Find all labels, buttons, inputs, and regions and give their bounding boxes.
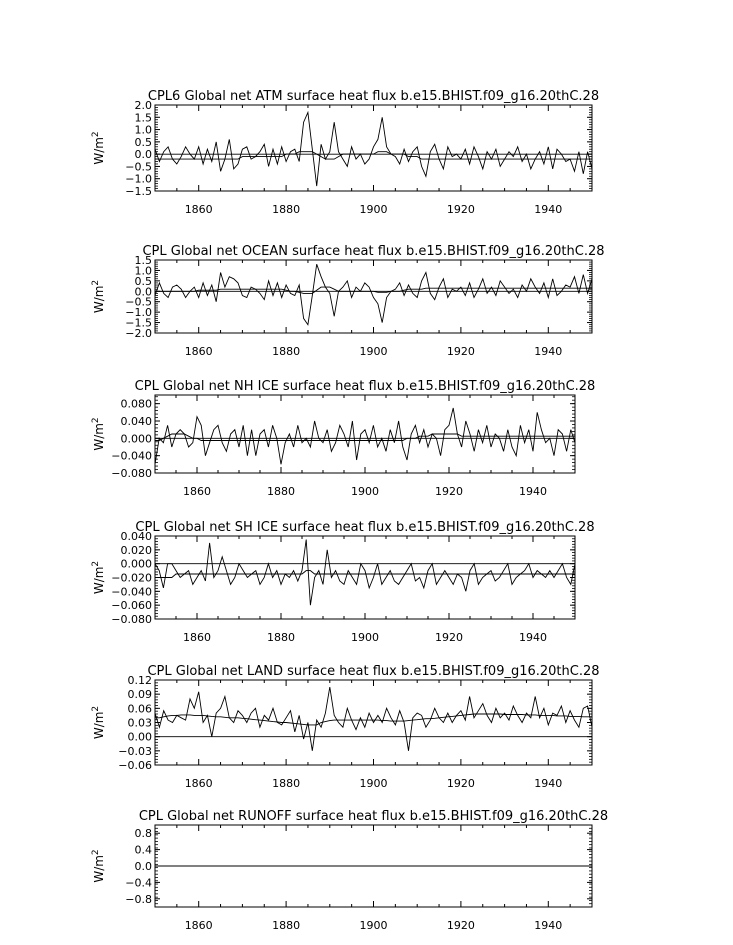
y-axis-label-exponent: 2 [91,279,101,286]
series-line-running-mean [155,434,575,441]
y-tick-label: 2.0 [134,99,152,112]
y-tick-label: 1.0 [134,264,152,278]
y-axis-label-base: W/m [92,711,106,740]
x-tick-label: 1900 [359,345,388,358]
chart-panel-6 [91,809,608,932]
chart-panel-4 [91,520,595,644]
x-tick-label: 1880 [267,631,295,644]
y-axis-label-exponent: 2 [91,417,101,424]
y-axis-label-base: W/m [92,137,106,165]
y-tick-label: −0.5 [125,160,152,174]
y-tick-label: −1.5 [125,185,152,198]
y-tick-label: 0.4 [134,843,152,857]
x-tick-label: 1860 [184,345,213,358]
series-line-annual [155,264,592,325]
y-tick-label: 0.020 [120,543,152,557]
x-tick-label: 1900 [351,485,379,498]
y-tick-label: −0.03 [118,744,152,758]
x-tick-label: 1880 [272,203,301,216]
y-axis-label-exponent: 2 [91,849,101,856]
x-tick-label: 1880 [272,345,301,358]
x-tick-label: 1900 [359,777,388,790]
chart-title: CPL Global net SH ICE surface heat flux b.e15.BHIST.f09_g16.20thC.28 [135,520,595,535]
x-tick-label: 1920 [435,631,463,644]
y-tick-label: 0.0 [134,148,152,162]
y-axis-label [91,561,106,594]
y-tick-label: 0.040 [120,415,152,428]
x-tick-label: 1940 [519,631,547,644]
chart-panel-5 [91,664,600,790]
x-tick-label: 1860 [184,919,213,932]
y-axis-label-base: W/m [92,566,106,595]
chart-panel-1 [91,89,599,216]
x-tick-label: 1940 [534,203,563,216]
y-tick-label: −0.8 [125,892,152,906]
y-tick-label: −0.06 [118,759,152,772]
y-axis-label-exponent: 2 [91,560,101,567]
y-axis-label [91,280,106,313]
y-axis-label [91,417,106,450]
y-axis-label-exponent: 2 [91,131,101,138]
chart-title: CPL6 Global net ATM surface heat flux b.e15.BHIST.f09_g16.20thC.28 [147,89,600,104]
x-tick-label: 1920 [446,777,475,790]
y-tick-label: 0.5 [134,135,152,149]
plot-frame [155,395,575,473]
y-tick-label: 0.8 [134,827,152,841]
x-tick-label: 1920 [446,203,475,216]
series-line-annual [155,540,575,606]
y-tick-label: −1.0 [125,306,152,320]
x-tick-label: 1880 [272,777,301,790]
y-tick-label: 0.00 [127,730,152,744]
y-tick-label: −0.040 [111,449,152,463]
y-tick-label: 0.5 [134,274,152,288]
y-tick-label: −1.0 [125,172,152,186]
y-tick-label: 0.03 [127,716,152,730]
x-tick-label: 1860 [183,631,211,644]
x-tick-label: 1880 [267,485,295,498]
x-tick-label: 1940 [534,777,563,790]
y-tick-label: 1.5 [134,111,152,125]
x-tick-label: 1860 [183,485,211,498]
y-tick-label: 0.0 [134,285,152,299]
y-tick-label: 0.0 [134,860,152,873]
y-tick-label: −2.0 [125,327,152,340]
x-tick-label: 1900 [359,203,388,216]
y-axis-label-base: W/m [92,423,106,451]
x-tick-label: 1920 [435,485,463,498]
y-tick-label: −0.040 [111,585,152,599]
y-tick-label: −0.020 [111,571,152,585]
series-line-annual [155,687,592,751]
y-tick-label: −0.080 [111,467,152,480]
x-tick-label: 1880 [272,919,301,932]
series-line-annual [155,112,592,186]
y-tick-label: 0.000 [120,557,152,571]
x-tick-label: 1900 [351,631,379,644]
y-tick-label: −1.5 [125,316,152,330]
x-tick-label: 1900 [359,919,388,932]
y-tick-label: −0.4 [125,876,152,890]
chart-title: CPL Global net NH ICE surface heat flux b.e15.BHIST.f09_g16.20thC.28 [134,379,596,394]
chart-title: CPL Global net LAND surface heat flux b.e15.BHIST.f09_g16.20thC.28 [147,664,600,679]
y-tick-label: 1.5 [134,254,152,267]
chart-panel-3 [91,379,595,498]
y-axis-label [91,849,106,882]
y-tick-label: 0.12 [127,674,152,687]
y-tick-label: 1.0 [134,123,152,137]
chart-title: CPL Global net RUNOFF surface heat flux b.e15.BHIST.f09_g16.20thC.28 [138,809,609,824]
y-tick-label: 0.06 [127,702,152,716]
y-axis-label [91,131,106,164]
chart-title: CPL Global net OCEAN surface heat flux b.e15.BHIST.f09_g16.20thC.28 [142,244,605,259]
y-tick-label: 0.000 [120,432,152,446]
x-tick-label: 1860 [184,777,213,790]
y-axis-label-exponent: 2 [91,705,101,712]
x-tick-label: 1920 [446,919,475,932]
y-axis-label-base: W/m [92,855,106,883]
y-axis-label [91,706,106,739]
y-tick-label: −0.080 [111,613,152,626]
x-tick-label: 1940 [534,345,563,358]
y-axis-label-base: W/m [92,285,106,314]
y-tick-label: 0.080 [120,397,152,411]
y-tick-label: −0.060 [111,599,152,613]
plot-frame [155,536,575,619]
y-tick-label: −0.5 [125,295,152,309]
x-tick-label: 1860 [184,203,213,216]
x-tick-label: 1940 [519,485,547,498]
chart-panel-2 [91,244,605,358]
x-tick-label: 1940 [534,919,563,932]
y-tick-label: 0.040 [120,530,152,543]
x-tick-label: 1920 [446,345,475,358]
y-tick-label: 0.09 [127,688,152,702]
